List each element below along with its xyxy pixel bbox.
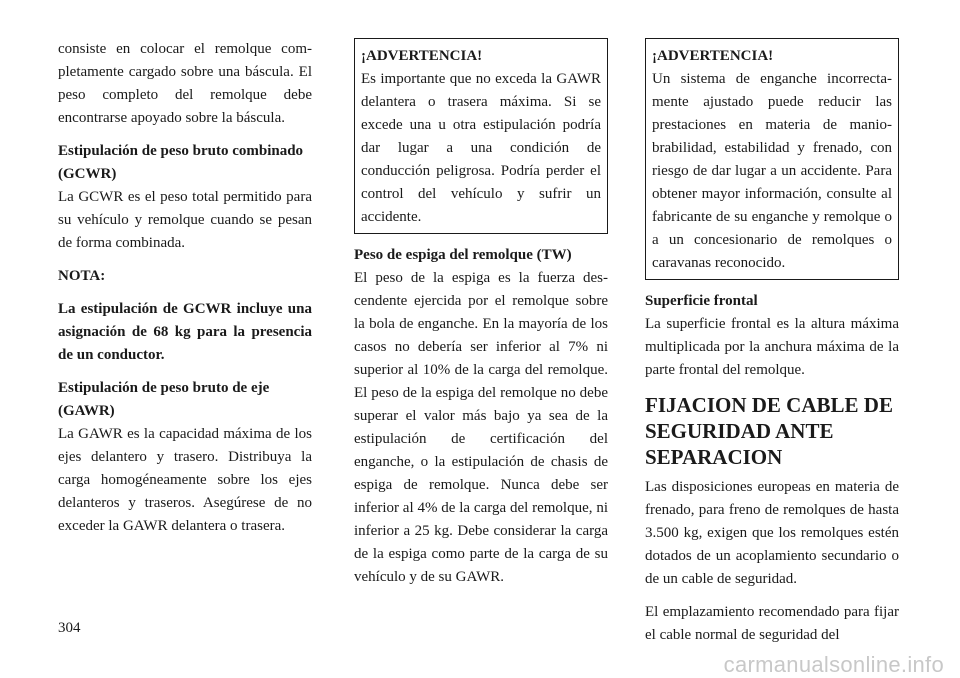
nota-text: La estipulación de GCWR incluye una asignación de 68 kg para la presencia de un conductor. (58, 301, 312, 363)
column-2 (354, 38, 608, 599)
page-number: 304 (58, 620, 81, 636)
warning-title: ¡ADVERTENCIA! (361, 48, 483, 64)
nota-label: NOTA: (58, 268, 106, 284)
warning-title: ¡ADVERTENCIA! (652, 48, 774, 64)
tw-text: El peso de la espiga es la fuerza descendente ejercida por el remolque sobre la bola de enganche. En la mayoría de los casos no debería ser inferior al 7% ni superior al 10% de la carga del remolque. El peso de la espiga del remolque no debe superar el valor más bajo ya sea de la estipulación de certificación del enganche, o la estipulación de chasis de espiga de remolque. Nunca debe ser inferior al 4% de la carga del remolque, ni inferior a 25 kg. Debe considerar la carga de la espiga como parte de la carga de su vehículo y de su GAWR. (354, 270, 608, 585)
gcwr-text: La GCWR es el peso total permitido para su vehículo y remolque cuando se pesan de forma combinada. (58, 189, 312, 251)
tw-heading: Peso de espiga del remolque (TW) (354, 247, 572, 263)
warning-text: Un sistema de enganche incorrectamente ajustado puede reducir las prestaciones en materia de maniobrabilidad, estabilidad y frenado, con riesgo de dar lugar a un accidente. Para obtener mayor información, consulte al fabricante de su enganche y remolque o a un concesionario de remolques o caravanas reconocido. (652, 71, 892, 271)
warning-text: Es importante que no exceda la GAWR delantera o trasera máxima. Si se excede una u otra estipulación podría dar lugar a una condición de conducción peligrosa. Podría perder el control del vehículo y sufrir un accidente. (361, 71, 601, 225)
frontal-heading: Superficie frontal (645, 293, 758, 309)
watermark: carmanualsonline.info (723, 652, 944, 677)
column-1 (58, 38, 312, 548)
column-3 (645, 38, 899, 657)
warning-box-hitch (645, 38, 899, 280)
gawr-heading: Estipulación de peso bruto de eje (GAWR) (58, 380, 270, 419)
intro-paragraph: consiste en colocar el remolque completamente cargado sobre una báscula. El peso completo del remolque debe encontrarse apoyado sobre la báscula. (58, 41, 312, 126)
warning-box-gawr (354, 38, 608, 234)
gcwr-heading: Estipulación de peso bruto combinado (GCWR) (58, 143, 304, 182)
section-paragraph-2: El emplazamiento recomendado para fijar el cable normal de seguridad del (645, 604, 899, 643)
gawr-text: La GAWR es la capacidad máxima de los ejes delantero y trasero. Distribuya la carga homogéneamente sobre los ejes delanteros y traseros. Asegúrese de no exceder la GAWR delantera o trasera. (58, 426, 312, 534)
frontal-text: La superficie frontal es la altura máxima multiplicada por la anchura máxima de la parte frontal del remolque. (645, 316, 899, 378)
section-heading: FIJACION DE CABLE DE SEGURIDAD ANTE SEPARACION (645, 393, 893, 469)
section-paragraph-1: Las disposiciones europeas en materia de frenado, para freno de remolques de hasta 3.500 kg, exigen que los remolques estén dotados de un acoplamiento secundario o de un cable de seguridad. (645, 479, 899, 587)
